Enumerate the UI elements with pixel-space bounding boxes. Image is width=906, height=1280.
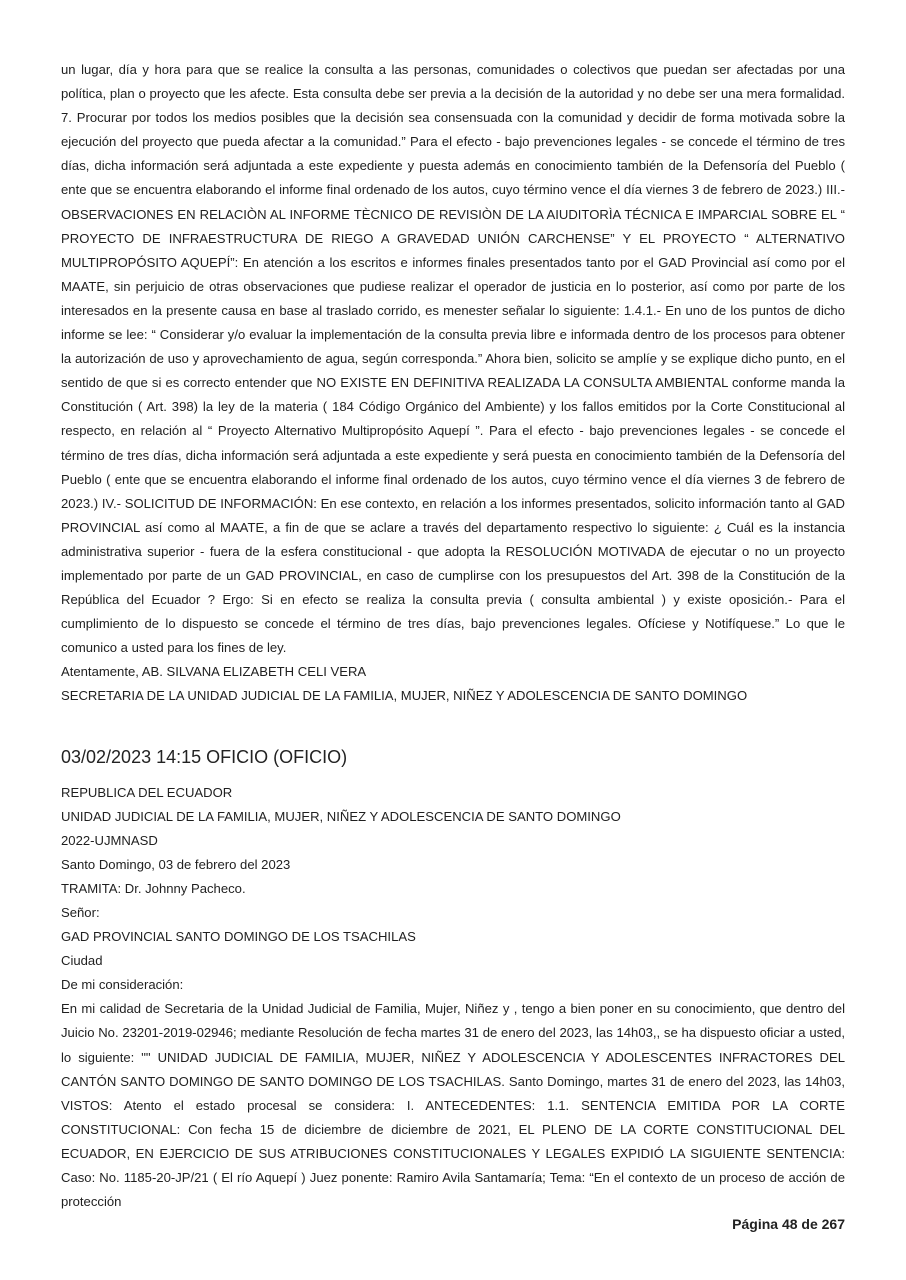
signature-title: SECRETARIA DE LA UNIDAD JUDICIAL DE LA FAMILIA, MUJER, NIÑEZ Y ADOLESCENCIA DE SANTO DOMINGO (61, 688, 748, 704)
header-line: GAD PROVINCIAL SANTO DOMINGO DE LOS TSACHILAS (61, 929, 416, 945)
header-line: De mi consideración: (61, 977, 184, 993)
header-line: TRAMITA: Dr. Johnny Pacheco. (61, 880, 246, 896)
final-paragraph: En mi calidad de Secretaria de la Unidad Judicial de Familia, Mujer, Niñez y , tengo a bien poner en su conocimiento, que dentro del Juicio No. 23201-2019-02946; mediante Resolución de fecha martes 31 de enero del 2023, las 14h03,, se ha dispuesto oficiar a usted, lo siguiente: "" UNIDAD JUDICIAL DE FAMILIA, MUJER, NIÑEZ Y ADOLESCENCIA Y ADOLESCENTES INFRACTORES DEL CANTÓN SANTO DOMINGO DE SANTO DOMINGO DE LOS TSACHILAS. Santo Domingo, martes 31 de enero del 2023, las 14h03, VISTOS: Atento el estado procesal se considera: I. ANTECEDENTES: 1.1. SENTENCIA EMITIDA POR LA CORTE CONSTITUCIONAL: Con fecha 15 de diciembre de diciembre de 2021, EL PLENO DE LA CORTE CONSTITUCIONAL DEL ECUADOR, EN EJERCICIO DE SUS ATRIBUCIONES CONSTITUCIONALES Y LEGALES EXPIDIÓ LA SIGUIENTE SENTENCIA: Caso: No. 1185-20-JP/21 ( El río Aquepí ) Juez ponente: Ramiro Avila Santamaría; Tema: “En el contexto de un proceso de acción de protección (61, 1001, 845, 1210)
header-line: Santo Domingo, 03 de febrero del 2023 (61, 856, 291, 872)
page-number: Página 48 de 267 (732, 1216, 845, 1232)
header-line: 2022-UJMNASD (61, 832, 158, 848)
signature-line: Atentamente, AB. SILVANA ELIZABETH CELI VERA (61, 664, 367, 680)
header-line: Señor: (61, 905, 100, 920)
header-line: REPUBLICA DEL ECUADOR (61, 784, 233, 800)
header-line: UNIDAD JUDICIAL DE LA FAMILIA, MUJER, NIÑEZ Y ADOLESCENCIA DE SANTO DOMINGO (61, 808, 621, 824)
document-body (61, 58, 845, 1214)
continuation-paragraph: un lugar, día y hora para que se realice la consulta a las personas, comunidades o colectivos que puedan ser afectadas por una política, plan o proyecto que les afecte. Esta consulta debe ser previa a la decisión de la autoridad y no debe ser una mera formalidad. 7. Procurar por todos los medios posibles que la decisión sea consensuada con la comunidad y decidir de forma motivada sobre la ejecución del proyecto que pueda afectar a la comunidad.” Para el efecto - bajo prevenciones legales - se concede el término de tres días, dicha información será adjuntada a este expediente y puesta además en conocimiento también de la Defensoría del Pueblo ( ente que se encuentra elaborando el informe final ordenado de los autos, cuyo término vence el día viernes 3 de febrero de 2023.) III.- OBSERVACIONES EN RELACIÒN AL INFORME TÈCNICO DE REVISIÒN DE LA AIUDITORÌA TÉCNICA E IMPARCIAL SOBRE EL “ PROYECTO DE INFRAESTRUCTURA DE RIEGO A GRAVEDAD UNIÓN CARCHENSE” Y EL PROYECTO “ ALTERNATIVO MULTIPROPÓSITO AQUEPÍ”: En atención a los escritos e informes finales presentados tanto por el GAD Provincial así como por el MAATE, sin perjuicio de otras observaciones que pudiese realizar el operador de justicia en lo posterior, así como por parte de los interesados en la presente causa en base al traslado corrido, es menester señalar lo siguiente: 1.4.1.- En uno de los puntos de dicho informe se lee: “ Considerar y/o evaluar la implementación de la consulta previa libre e informada dentro de los procesos para obtener la autorización de uso y aprovechamiento de agua, según corresponda.” Ahora bien, solicito se amplíe y se explique dicho punto, en el sentido de que si es correcto entender que NO EXISTE EN DEFINITIVA REALIZADA LA CONSULTA AMBIENTAL conforme manda la Constitución ( Art. 398) la ley de la materia ( 184 Código Orgánico del Ambiente) y los fallos emitidos por la Corte Constitucional al respecto, en relación al “ Proyecto Alternativo Multipropósito Aquepí ”. Para el efecto - bajo prevenciones legales - se concede el término de tres días, dicha información será adjuntada a este expediente y será puesta en conocimiento también de la Defensoría del Pueblo ( ente que se encuentra elaborando el informe final ordenado de los autos, cuyo término vence el día viernes 3 de febrero de 2023.) IV.- SOLICITUD DE INFORMACIÓN: En ese contexto, en relación a los informes presentados, solicito información tanto al GAD PROVINCIAL así como al MAATE, a fin de que se aclare a través del departamento respectivo lo siguiente: ¿ Cuál es la instancia administrativa superior - fuera de la esfera constitucional - que adopta la RESOLUCIÓN MOTIVADA de ejecutar o no un proyecto implementado por parte de un GAD PROVINCIAL, en caso de cumplirse con los presupuestos del Art. 398 de la Constitución de la República del Ecuador ? Ergo: Si en efecto se realiza la consulta previa ( consulta ambiental ) y existe oposición.- Para el cumplimiento de lo dispuesto se concede el término de tres días, bajo prevenciones legales. Ofíciese y Notifíquese.” Lo que le comunico a usted para los fines de ley. (61, 62, 845, 656)
section-spacer (61, 709, 845, 735)
entry-title: 03/02/2023 14:15 OFICIO (OFICIO) (61, 746, 348, 767)
header-line: Ciudad (61, 953, 103, 969)
